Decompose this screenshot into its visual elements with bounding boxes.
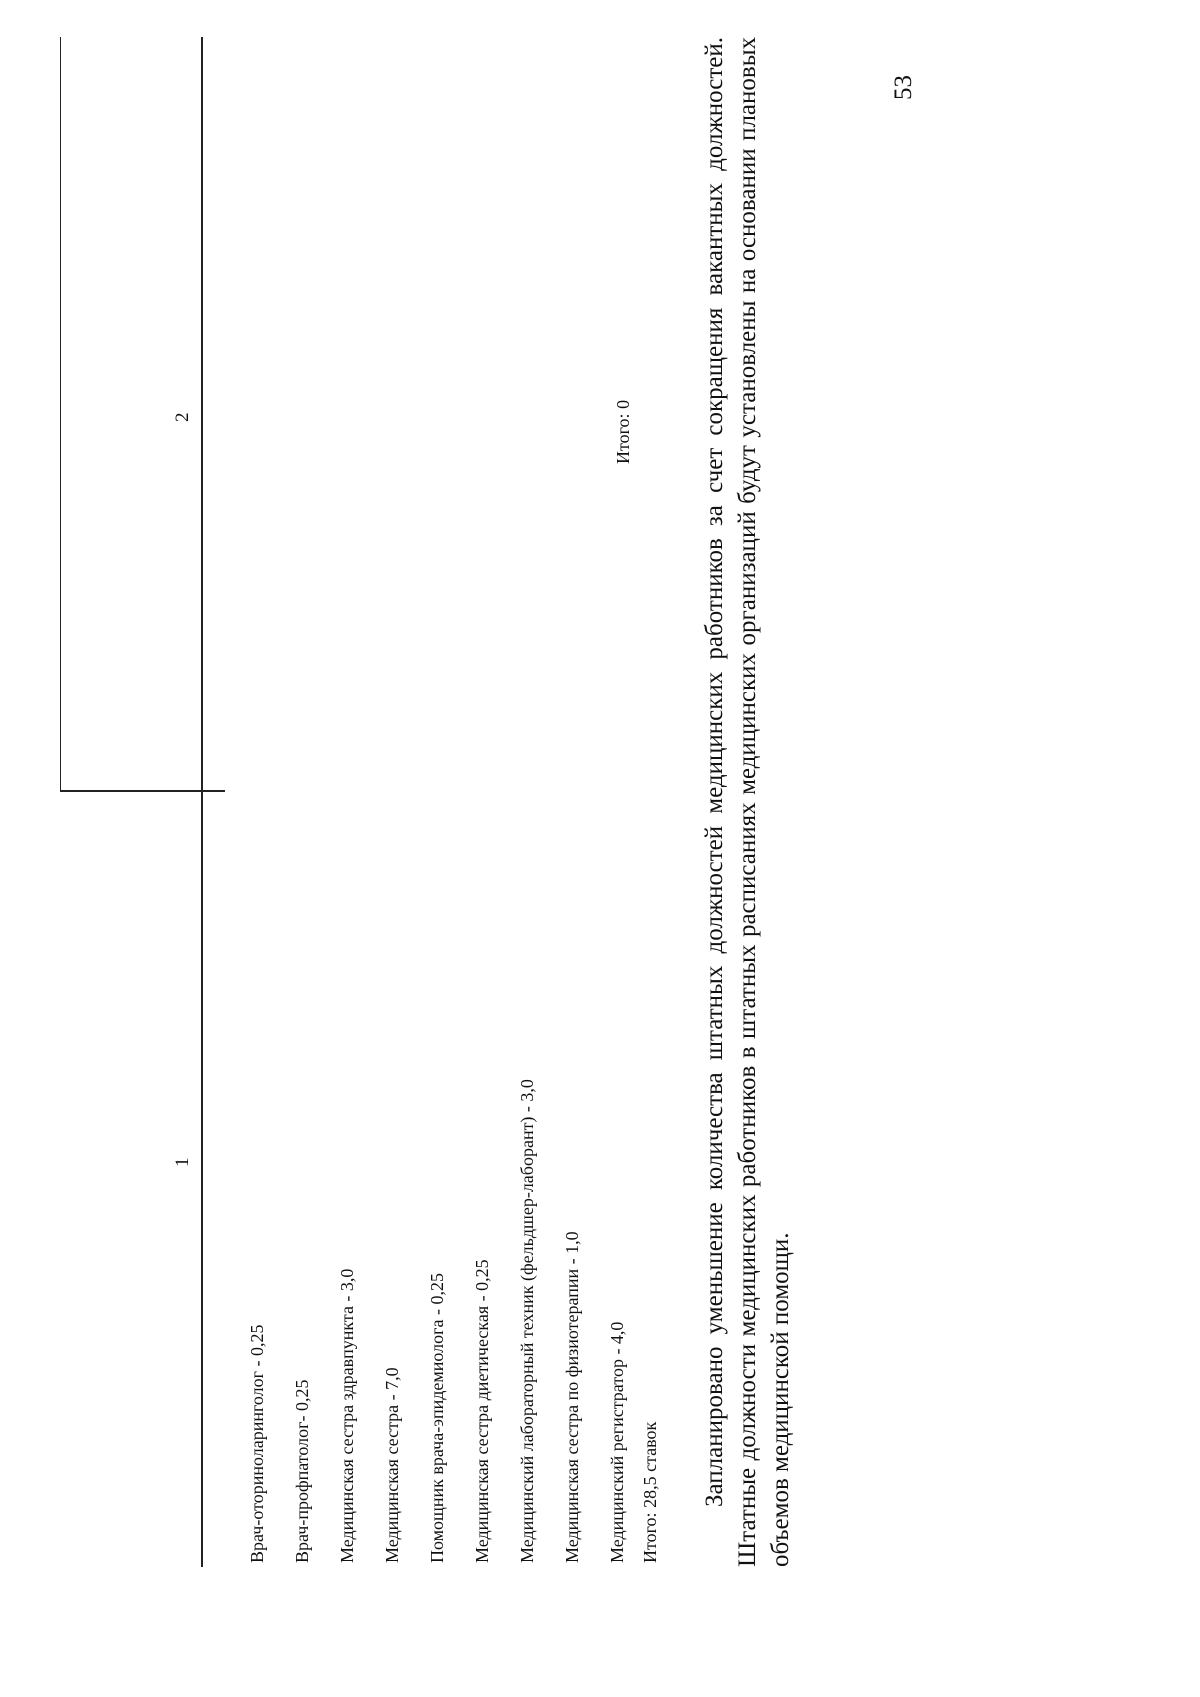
body-paragraph	[698, 37, 797, 1567]
page-number: 53	[890, 75, 917, 100]
list-item: Медицинская сестра по физиотерапии - 1,0	[562, 1231, 582, 1563]
list-item: Медицинская сестра диетическая - 0,25	[472, 1259, 492, 1563]
list-item: Помощник врача-эпидемиолога - 0,25	[427, 1273, 447, 1563]
list-item: Медицинская сестра - 7,0	[382, 1367, 402, 1563]
list-item: Медицинская сестра здравпункта - 3,0	[337, 1268, 357, 1563]
table-header-border	[60, 37, 61, 792]
column-header-1: 1	[172, 1157, 193, 1167]
list-item: Врач-оториноларинголог - 0,25	[247, 1324, 267, 1563]
list-item: Врач-профпатолог- 0,25	[292, 1379, 312, 1563]
total-column-2: Итого: 0	[613, 399, 633, 464]
paragraph-text: Запланировано уменьшение количества штатных должностей медицинских работников за счет сокращения вакантных должностей. Штатные должности медицинских работников в штатных расписаниях медицинских организаций будут установлены на основании плановых объемов медицинской помощи.	[701, 37, 794, 1567]
list-item: Медицинский регистратор - 4,0	[607, 1321, 627, 1563]
table-header-bottom-border	[201, 37, 203, 1567]
list-item: Медицинский лабораторный техник (фельдшер-лаборант) - 3,0	[517, 1079, 537, 1563]
total-column-1: Итого: 28,5 ставок	[640, 1421, 660, 1563]
staff-positions-list	[235, 807, 640, 1567]
column-header-2: 2	[172, 412, 193, 422]
